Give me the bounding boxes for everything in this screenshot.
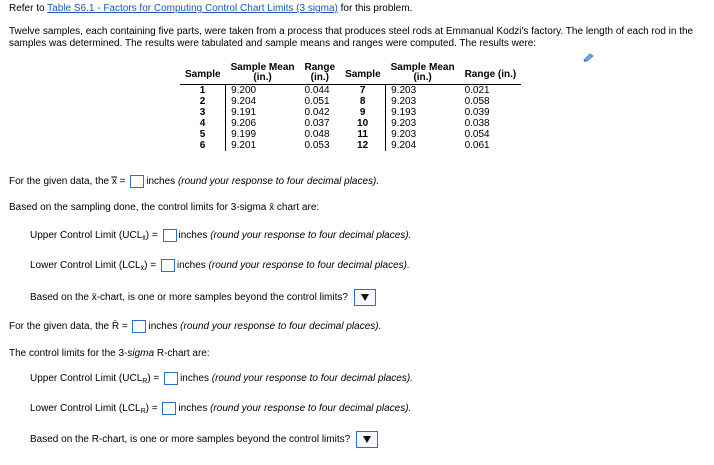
- sample-cell: 7: [340, 85, 386, 97]
- mean-cell: 9.199: [231, 129, 257, 140]
- sample-cell: 3: [180, 107, 226, 118]
- chevron-down-icon: [363, 436, 371, 443]
- header-sample-right: Sample: [340, 63, 386, 85]
- table-row: [180, 85, 521, 97]
- lcl-x-input[interactable]: [161, 259, 175, 272]
- range-cell: 0.058: [464, 96, 490, 107]
- sample-cell: 10: [340, 118, 386, 129]
- header-range-right: Range (in.): [460, 63, 522, 85]
- problem-text: Twelve samples, each containing five parts, were taken from a process that produces steel rods at Emmanual Kodzi's factory. The length of each rod in the samples was determined. The results were tabulated and sample means and ranges were computed. The results were:: [9, 26, 694, 49]
- range-cell: 0.053: [304, 140, 330, 151]
- mean-cell: 9.200: [231, 85, 257, 96]
- ucl-x-row: Upper Control Limit $(UCL_{x̄})$ = inches (round your response to four decimal places).: [30, 230, 412, 243]
- mean-cell: 9.203: [391, 129, 417, 140]
- header-sample-left: Sample: [180, 63, 226, 85]
- range-cell: 0.037: [304, 118, 330, 129]
- header-mean-left: Sample Mean (in.): [226, 63, 300, 85]
- range-cell: 0.038: [464, 118, 490, 129]
- sample-cell: 9: [340, 107, 386, 118]
- ucl-r-row: Upper Control Limit $(UCL_R)$ = inches (round your response to four decimal places).: [30, 373, 413, 386]
- mean-cell: 9.203: [391, 118, 417, 129]
- r-limits-intro: The control limits for the 3-sigma R-chart are:: [9, 348, 210, 359]
- intro-prefix: Refer to: [9, 3, 48, 14]
- mean-cell: 9.204: [231, 96, 257, 107]
- r-beyond-dropdown[interactable]: [356, 431, 378, 448]
- intro-suffix: for this problem.: [337, 3, 413, 14]
- lcl-r-input[interactable]: [162, 402, 176, 415]
- lcl-r-row: Lower Control Limit $(LCL_R)$ = inches (round your response to four decimal places).: [30, 403, 412, 416]
- xbarbar-input[interactable]: [130, 175, 144, 188]
- range-cell: 0.051: [304, 96, 330, 107]
- ucl-x-input[interactable]: [163, 229, 177, 242]
- mean-cell: 9.206: [231, 118, 257, 129]
- sample-data-table: [180, 63, 521, 151]
- range-cell: 0.039: [464, 107, 490, 118]
- sample-cell: 2: [180, 96, 226, 107]
- mean-cell: 9.203: [391, 85, 417, 96]
- mean-cell: 9.201: [231, 140, 257, 151]
- lcl-x-row: Lower Control Limit $(LCL_{x̄})$ = inches (round your response to four decimal places).: [30, 260, 410, 273]
- table-row: [180, 129, 521, 140]
- pencil-icon[interactable]: [583, 53, 595, 62]
- range-cell: 0.048: [304, 129, 330, 140]
- sample-cell: 5: [180, 129, 226, 140]
- table-s61-link[interactable]: Table S6.1 - Factors for Computing Control Chart Limits (3 sigma): [47, 3, 338, 14]
- sample-cell: 11: [340, 129, 386, 140]
- xbar-beyond-question: Based on the x̄-chart, is one or more samples beyond the control limits?: [30, 289, 376, 306]
- sample-cell: 1: [180, 85, 226, 97]
- r-beyond-question: Based on the R-chart, is one or more samples beyond the control limits?: [30, 431, 378, 448]
- xbarbar-symbol: x̿: [111, 176, 117, 188]
- sample-cell: 4: [180, 118, 226, 129]
- range-cell: 0.042: [304, 107, 330, 118]
- mean-cell: 9.191: [231, 107, 257, 118]
- chevron-down-icon: [361, 294, 369, 301]
- header-range-left: Range (in.): [300, 63, 341, 85]
- mean-cell: 9.193: [391, 107, 417, 118]
- rbar-question: For the given data, the R̄ = inches (round your response to four decimal places).: [9, 321, 382, 333]
- rbar-input[interactable]: [132, 320, 146, 333]
- table-row: [180, 118, 521, 129]
- range-cell: 0.044: [304, 85, 330, 96]
- mean-cell: 9.203: [391, 96, 417, 107]
- ucl-r-input[interactable]: [164, 372, 178, 385]
- xbar-beyond-dropdown[interactable]: [354, 289, 376, 306]
- header-mean-right: Sample Mean (in.): [386, 63, 460, 85]
- table-row: [180, 107, 521, 118]
- sample-cell: 8: [340, 96, 386, 107]
- table-row: [180, 96, 521, 107]
- mean-cell: 9.204: [391, 140, 417, 151]
- intro-line: [9, 3, 412, 14]
- xbar-limits-intro: Based on the sampling done, the control limits for 3-sigma x̄ chart are:: [9, 202, 320, 213]
- range-cell: 0.061: [464, 140, 490, 151]
- range-cell: 0.021: [464, 85, 490, 96]
- table-row: [180, 140, 521, 151]
- sample-cell: 6: [180, 140, 226, 151]
- xbarbar-question: For the given data, the x̿ = inches (round your response to four decimal places).: [9, 176, 380, 188]
- sample-cell: 12: [340, 140, 386, 151]
- range-cell: 0.054: [464, 129, 490, 140]
- rbar-symbol: R̄: [111, 321, 120, 333]
